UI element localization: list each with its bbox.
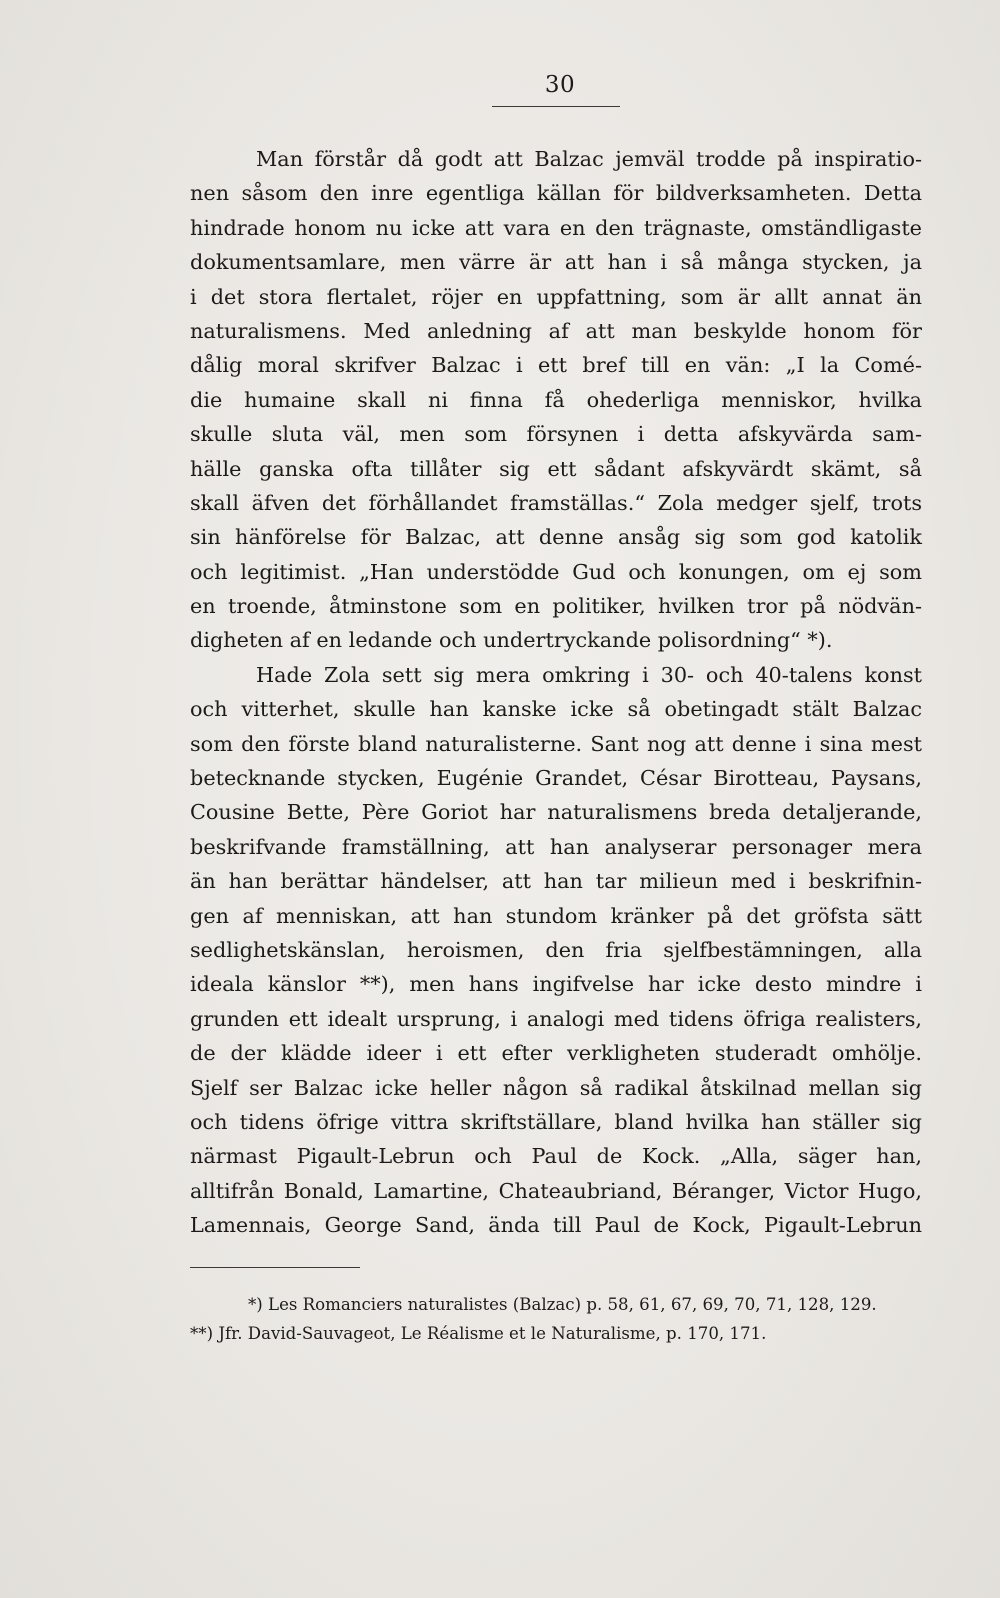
text-line: och vitterhet, skulle han kanske icke så obetingadt stält Balzac bbox=[190, 697, 922, 722]
text-line: skall äfven det förhållandet framställas.“ Zola medger sjelf, trots bbox=[190, 490, 922, 515]
text-line: Sjelf ser Balzac icke heller någon så radikal åtskilnad mellan sig bbox=[190, 1075, 922, 1100]
text-line: naturalismens. Med anledning af att man beskylde honom för bbox=[190, 318, 922, 343]
footnote-1: *) Les Romanciers naturalistes (Balzac) p. 58, 61, 67, 69, 70, 71, 128, 129. bbox=[248, 1295, 877, 1314]
text-line: som den förste bland naturalisterne. Sant nog att denne i sina mest bbox=[190, 731, 922, 756]
text-line: och legitimist. „Han understödde Gud och konungen, om ej som bbox=[190, 559, 922, 584]
text-line: Cousine Bette, Père Goriot har naturalismens breda detaljerande, bbox=[190, 800, 922, 825]
text-line: hindrade honom nu icke att vara en den trägnaste, omständligaste bbox=[190, 215, 922, 240]
text-line: beskrifvande framställning, att han analyserar personager mera bbox=[190, 834, 922, 859]
text-line: och tidens öfrige vittra skriftställare, bland hvilka han ställer sig bbox=[190, 1109, 922, 1134]
text-line: i det stora flertalet, röjer en uppfattning, som är allt annat än bbox=[190, 284, 922, 309]
text-line: ideala känslor **), men hans ingifvelse har icke desto mindre i bbox=[190, 972, 922, 997]
text-line: nen såsom den inre egentliga källan för bildverksamheten. Detta bbox=[190, 181, 922, 206]
text-line: die humaine skall ni finna få ohederliga menniskor, hvilka bbox=[190, 387, 922, 412]
text-line: betecknande stycken, Eugénie Grandet, César Birotteau, Paysans, bbox=[190, 766, 922, 791]
text-line: Man förstår då godt att Balzac jemväl trodde på inspiratio- bbox=[256, 147, 922, 171]
text-line: alltifrån Bonald, Lamartine, Chateaubriand, Béranger, Victor Hugo, bbox=[190, 1178, 922, 1203]
text-line: dålig moral skrifver Balzac i ett bref till en vän: „I la Comé- bbox=[190, 353, 922, 378]
page-number: 30 bbox=[544, 72, 576, 98]
main-text bbox=[190, 142, 922, 1243]
text-line: dokumentsamlare, men värre är att han i så många stycken, ja bbox=[190, 250, 922, 275]
text-line: sin hänförelse för Balzac, att denne ansåg sig som god katolik bbox=[190, 525, 922, 550]
text-line: de der klädde ideer i ett efter verkligheten studeradt omhölje. bbox=[190, 1041, 922, 1066]
text-line: hälle ganska ofta tillåter sig ett sådant afskyvärdt skämt, så bbox=[190, 456, 922, 481]
text-line: närmast Pigault-Lebrun och Paul de Kock. „Alla, säger han, bbox=[190, 1144, 922, 1169]
text-line: skulle sluta väl, men som försynen i detta afskyvärda sam- bbox=[190, 422, 922, 447]
text-line: grunden ett idealt ursprung, i analogi med tidens öfriga realisters, bbox=[190, 1006, 922, 1031]
text-line: digheten af en ledande och undertryckande polisordning“ *). bbox=[190, 628, 833, 653]
text-line: gen af menniskan, att han stundom kränker på det gröfsta sätt bbox=[190, 903, 922, 928]
page-number-rule bbox=[492, 106, 620, 107]
text-line: Hade Zola sett sig mera omkring i 30- och 40-talens konst bbox=[256, 662, 922, 687]
text-line: än han berättar händelser, att han tar milieun med i beskrifnin- bbox=[190, 869, 922, 894]
text-line: Lamennais, George Sand, ända till Paul de Kock, Pigault-Lebrun bbox=[190, 1213, 922, 1238]
footnote-rule bbox=[190, 1267, 360, 1268]
footnotes bbox=[190, 1290, 922, 1348]
text-line: sedlighetskänslan, heroismen, den fria sjelfbestämningen, alla bbox=[190, 937, 922, 962]
text-line: en troende, åtminstone som en politiker, hvilken tror på nödvän- bbox=[190, 594, 922, 619]
footnote-2: **) Jfr. David-Sauvageot, Le Réalisme et le Naturalisme, p. 170, 171. bbox=[190, 1324, 767, 1343]
